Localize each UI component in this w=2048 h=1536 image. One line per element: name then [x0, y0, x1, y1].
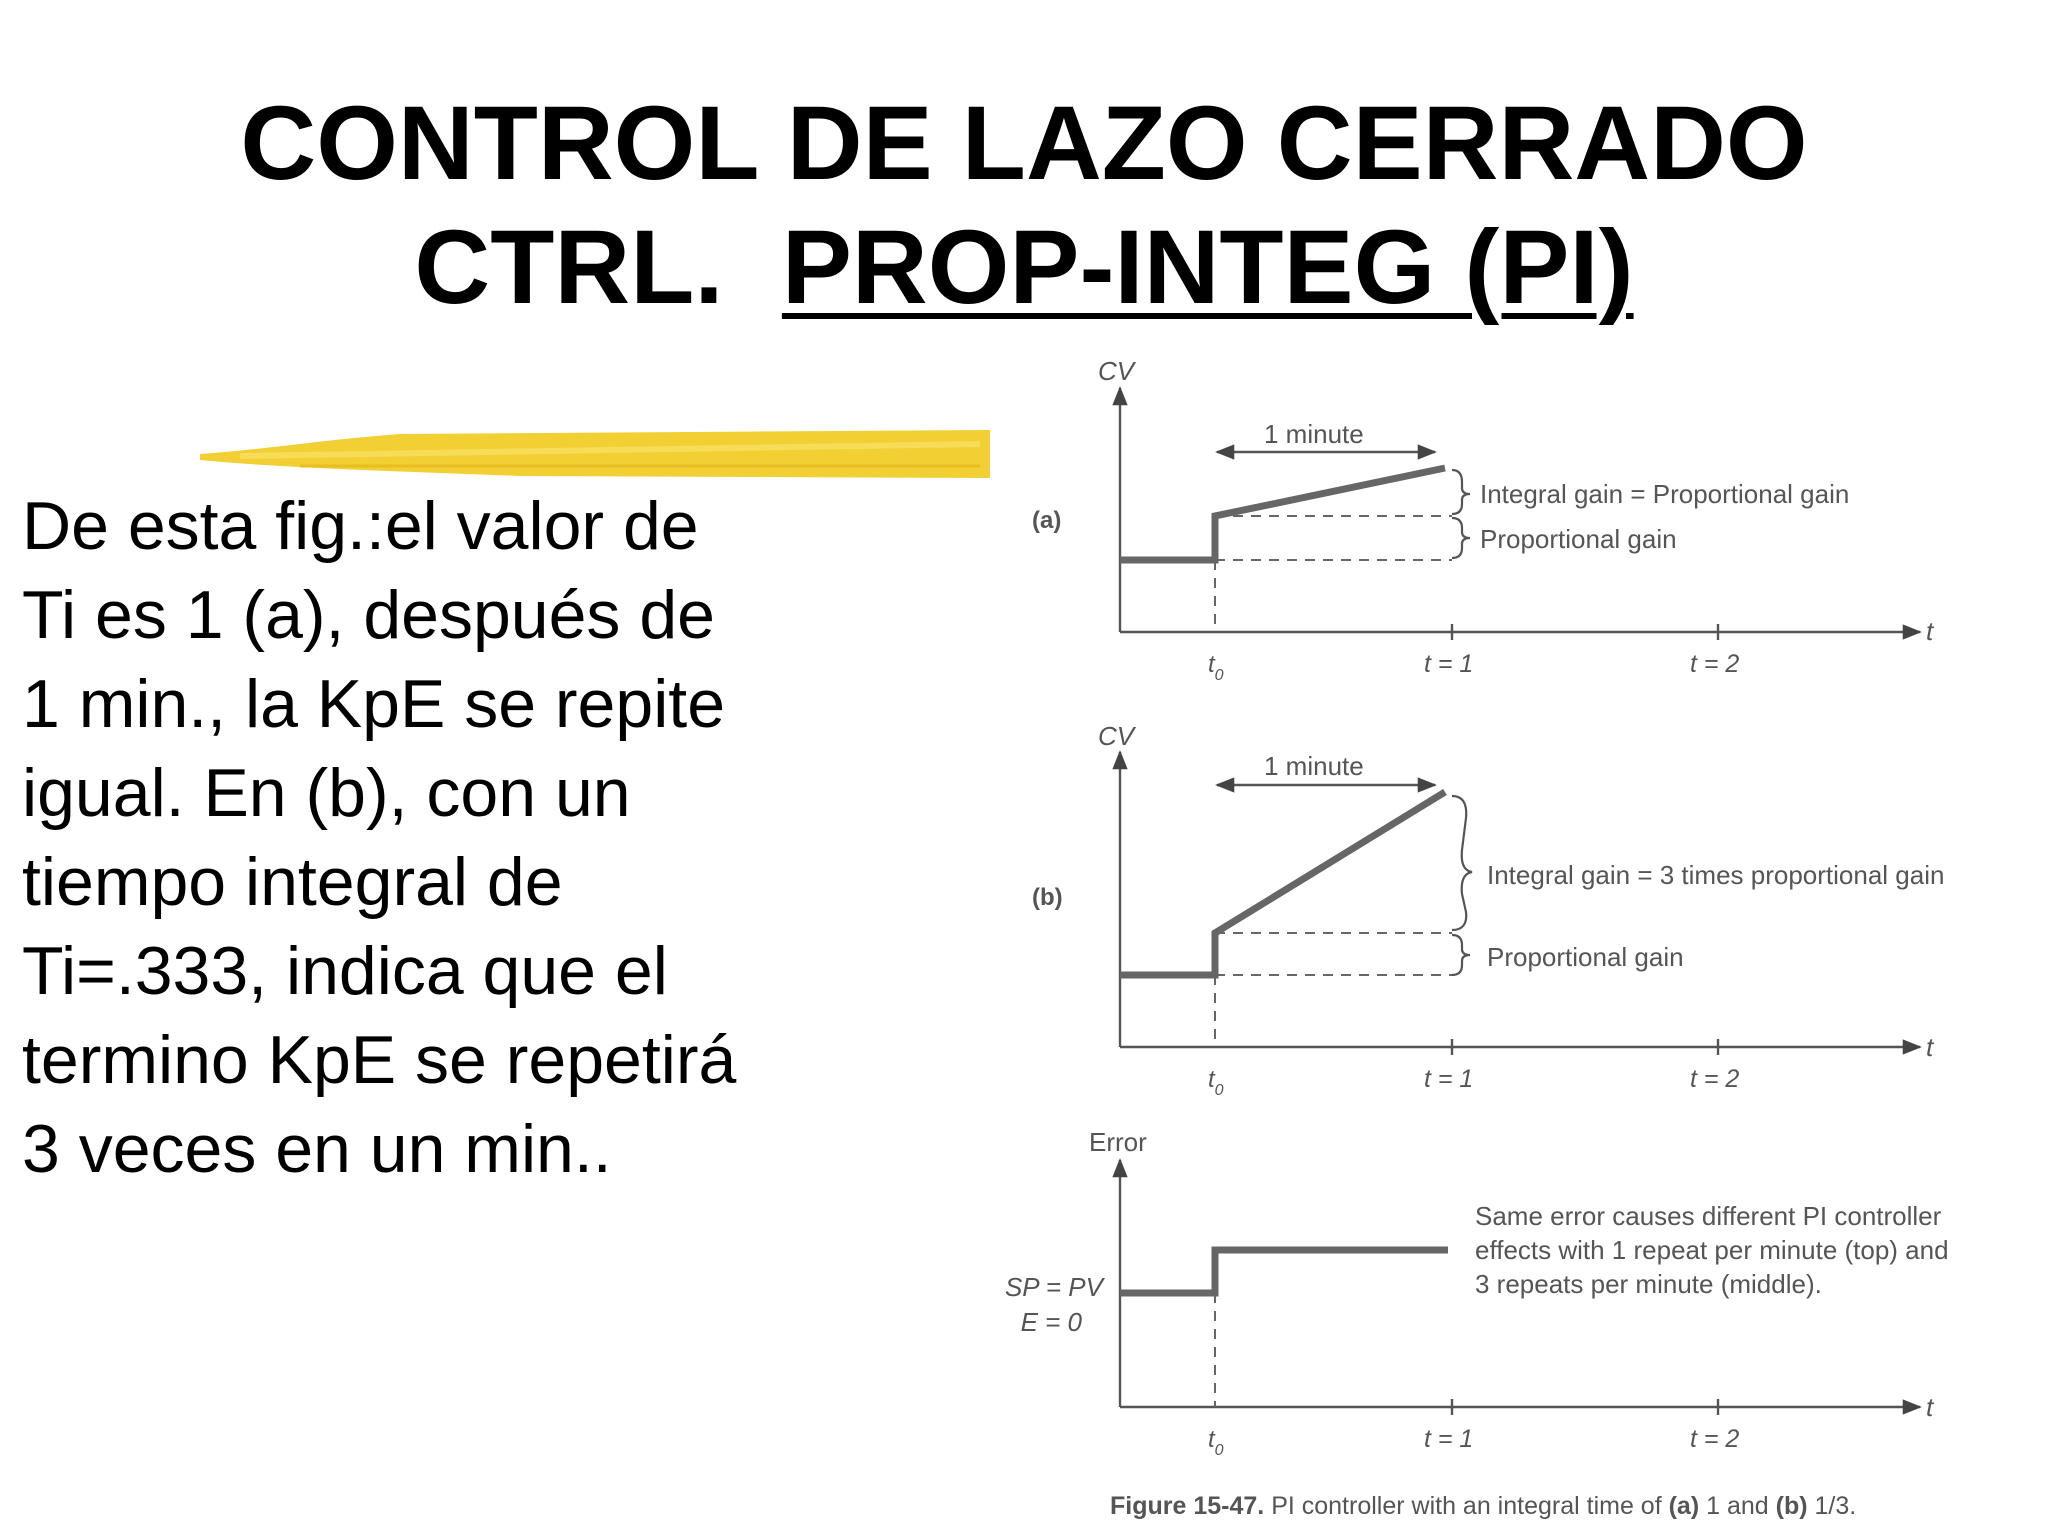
error-note-line: effects with 1 repeat per minute (top) and	[1475, 1235, 1949, 1265]
panel-a-y-label: CV	[1098, 356, 1135, 386]
panel-b-output-signal	[1120, 792, 1445, 975]
title-line-2	[0, 206, 2048, 330]
body-line: 1 min., la KpE se repite	[22, 666, 726, 742]
body-line: igual. En (b), con un	[22, 755, 631, 831]
body-line: termino KpE se repetirá	[22, 1022, 737, 1098]
body-line: De esta fig.:el valor de	[22, 488, 699, 564]
panel-a-proportional-brace	[1452, 518, 1470, 558]
body-line: Ti es 1 (a), después de	[22, 577, 715, 653]
panel-b-tick-label-t0: $t_0$	[1208, 1066, 1224, 1099]
error-baseline-label-1: SP = PV	[1004, 1272, 1103, 1302]
panel-error	[1005, 1127, 1949, 1459]
body-line: Ti=.333, indica que el	[22, 933, 668, 1009]
error-step-signal	[1120, 1250, 1448, 1293]
panel-a	[1032, 356, 1935, 684]
body-text	[22, 482, 812, 1194]
title-prefix: CTRL.	[414, 209, 724, 326]
slide-title	[0, 82, 2048, 330]
panel-a-output-signal	[1120, 468, 1445, 560]
panel-b-tick-label-t2: t = 2	[1690, 1065, 1740, 1093]
error-note-line: Same error causes different PI controller	[1475, 1201, 1942, 1231]
figure-caption: Figure 15-47. PI controller with an integral time of (a) 1 and (b) 1/3.	[1110, 1492, 1857, 1520]
panel-a-tick-label-t0: $t_0$	[1208, 651, 1224, 684]
pi-controller-figure	[990, 340, 2040, 1530]
panel-b-lower-label: Proportional gain	[1487, 942, 1684, 972]
body-line: 3 veces en un min..	[22, 1111, 612, 1187]
panel-b-upper-label: Integral gain = 3 times proportional gain	[1487, 860, 1945, 890]
panel-b-interval-label: 1 minute	[1264, 751, 1364, 781]
panel-a-tick-label-t2: t = 2	[1690, 650, 1740, 678]
error-tick-label-t1: t = 1	[1424, 1425, 1474, 1453]
error-note-line: 3 repeats per minute (middle).	[1475, 1269, 1822, 1299]
panel-b-tick-label-t1: t = 1	[1424, 1065, 1474, 1093]
error-y-label: Error	[1089, 1127, 1147, 1157]
error-tick-label-t0: $t_0$	[1208, 1426, 1224, 1459]
error-x-label: t	[1926, 1392, 1934, 1422]
panel-b	[1032, 721, 1944, 1099]
yellow-highlight-decoration	[200, 410, 1000, 490]
panel-b-integral-brace	[1452, 796, 1472, 930]
panel-a-tag: (a)	[1032, 507, 1062, 534]
panel-b-x-label: t	[1926, 1032, 1934, 1062]
panel-a-x-label: t	[1926, 616, 1934, 646]
panel-b-y-label: CV	[1098, 721, 1135, 751]
error-baseline-label-2: E = 0	[1020, 1307, 1082, 1337]
panel-a-upper-label: Integral gain = Proportional gain	[1480, 479, 1850, 509]
body-line: tiempo integral de	[22, 844, 563, 920]
panel-b-proportional-brace	[1452, 935, 1470, 975]
panel-b-tag: (b)	[1032, 884, 1063, 911]
error-tick-label-t2: t = 2	[1690, 1425, 1740, 1453]
caption-label: Figure 15-47.	[1110, 1492, 1265, 1520]
panel-a-integral-brace	[1452, 470, 1470, 514]
title-underlined: PROP-INTEG (PI)	[781, 209, 1634, 326]
panel-a-tick-label-t1: t = 1	[1424, 650, 1474, 678]
panel-a-interval-label: 1 minute	[1264, 419, 1364, 449]
title-line-1: CONTROL DE LAZO CERRADO	[240, 85, 1808, 202]
panel-a-lower-label: Proportional gain	[1480, 524, 1677, 554]
